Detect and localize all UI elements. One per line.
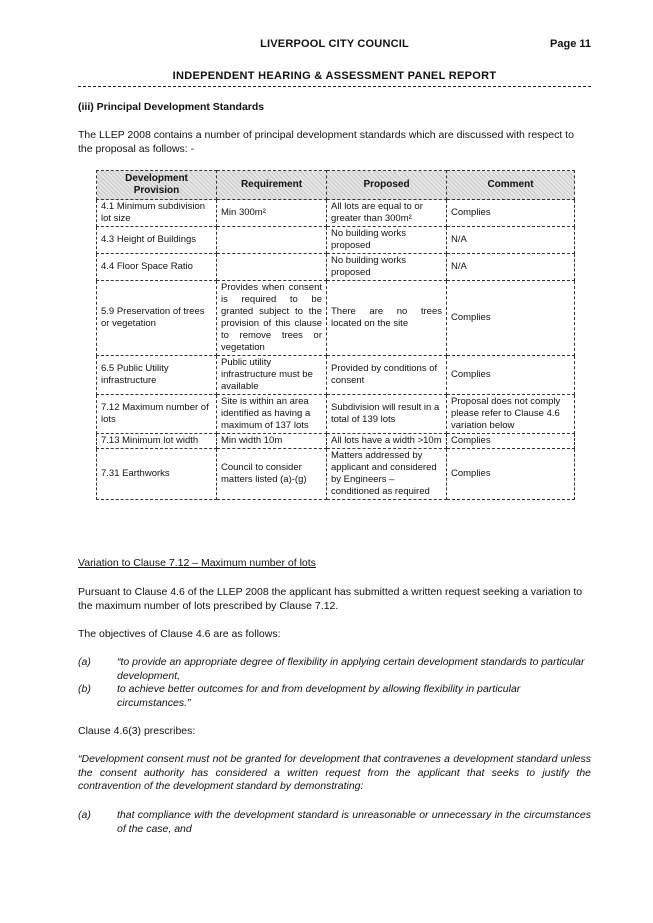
table-row: [97, 254, 575, 281]
table-cell: Complies: [447, 434, 575, 449]
list-marker: (a): [78, 809, 91, 821]
table-row: [97, 200, 575, 227]
table-cell: There are no trees located on the site: [327, 281, 447, 356]
page-header: [78, 38, 591, 54]
table-cell: 7.12 Maximum number of lots: [97, 395, 217, 434]
objective-item: [78, 683, 591, 710]
table-row: [97, 227, 575, 254]
table-cell: 5.9 Preservation of trees or vegetation: [97, 281, 217, 356]
table-cell: 4.1 Minimum subdivision lot size: [97, 200, 217, 227]
list-marker: (b): [78, 683, 91, 695]
table-cell: N/A: [447, 227, 575, 254]
council-name: LIVERPOOL CITY COUNCIL: [260, 38, 409, 50]
objective-item: [78, 656, 591, 683]
variation-paragraph: Pursuant to Clause 4.6 of the LLEP 2008 the applicant has submitted a written request seeking a variation to the maximum number of lots prescribed by Clause 7.12.: [78, 586, 583, 612]
table-cell: Matters addressed by applicant and considered by Engineers – conditioned as required: [327, 449, 447, 500]
column-header-provision: Development Provision: [97, 171, 217, 200]
objectives-intro: The objectives of Clause 4.6 are as follows:: [78, 628, 281, 640]
objective-text: “to provide an appropriate degree of flexibility in applying certain development standards to particular development,: [117, 656, 585, 682]
table-cell: Subdivision will result in a total of 139 lots: [327, 395, 447, 434]
table-row: [97, 356, 575, 395]
table-cell: 7.13 Minimum lot width: [97, 434, 217, 449]
column-header-proposed: Proposed: [327, 171, 447, 200]
table-cell: Provides when consent is required to be granted subject to the provision of this clause to remove trees or vegetation: [217, 281, 327, 356]
table-cell: [217, 254, 327, 281]
table-cell: All lots are equal to or greater than 300m²: [327, 200, 447, 227]
section-heading: (iii) Principal Development Standards: [78, 101, 265, 113]
objective-text: to achieve better outcomes for and from development by allowing flexibility in particular circumstances.”: [117, 683, 521, 709]
column-header-requirement: Requirement: [217, 171, 327, 200]
clause-quote: “Development consent must not be granted for development that contravenes a development standard unless the consent authority has considered a written request from the applicant that seeks to justify the contravention of the development standard by demonstrating:: [78, 753, 591, 792]
table-cell: Provided by conditions of consent: [327, 356, 447, 395]
table-cell: 6.5 Public Utility infrastructure: [97, 356, 217, 395]
table-cell: Complies: [447, 449, 575, 500]
column-header-comment: Comment: [447, 171, 575, 200]
table-cell: 7.31 Earthworks: [97, 449, 217, 500]
variation-heading: Variation to Clause 7.12 – Maximum number of lots: [78, 557, 316, 569]
table-cell: Public utility infrastructure must be available: [217, 356, 327, 395]
header-divider: [78, 86, 591, 87]
table-cell: Site is within an area identified as having a maximum of 137 lots: [217, 395, 327, 434]
table-cell: Complies: [447, 281, 575, 356]
table-cell: Council to consider matters listed (a)-(g): [217, 449, 327, 500]
table-cell: Min width 10m: [217, 434, 327, 449]
development-standards-table: [96, 170, 575, 500]
table-row: [97, 395, 575, 434]
table-cell: Proposal does not comply please refer to Clause 4.6 variation below: [447, 395, 575, 434]
table-row: [97, 281, 575, 356]
table-row: [97, 449, 575, 500]
table-cell: No building works proposed: [327, 227, 447, 254]
section-intro-paragraph: The LLEP 2008 contains a number of principal development standards which are discussed with respect to the proposal as follows: -: [78, 129, 574, 155]
table-cell: All lots have a width >10m: [327, 434, 447, 449]
table-cell: N/A: [447, 254, 575, 281]
table-cell: Complies: [447, 200, 575, 227]
table-cell: Complies: [447, 356, 575, 395]
page-number: Page 11: [550, 38, 591, 50]
table-cell: 4.3 Height of Buildings: [97, 227, 217, 254]
report-title: INDEPENDENT HEARING & ASSESSMENT PANEL REPORT: [172, 70, 497, 82]
table-cell: Min 300m²: [217, 200, 327, 227]
demonstrating-text: that compliance with the development standard is unreasonable or unnecessary in the circumstances of the case, and: [117, 809, 591, 835]
demonstrating-item: [78, 809, 591, 836]
clause-intro: Clause 4.6(3) prescribes:: [78, 725, 196, 737]
table-cell: [217, 227, 327, 254]
list-marker: (a): [78, 656, 91, 668]
table-header-row: [97, 171, 575, 200]
table-cell: No building works proposed: [327, 254, 447, 281]
table-cell: 4.4 Floor Space Ratio: [97, 254, 217, 281]
table-row: [97, 434, 575, 449]
